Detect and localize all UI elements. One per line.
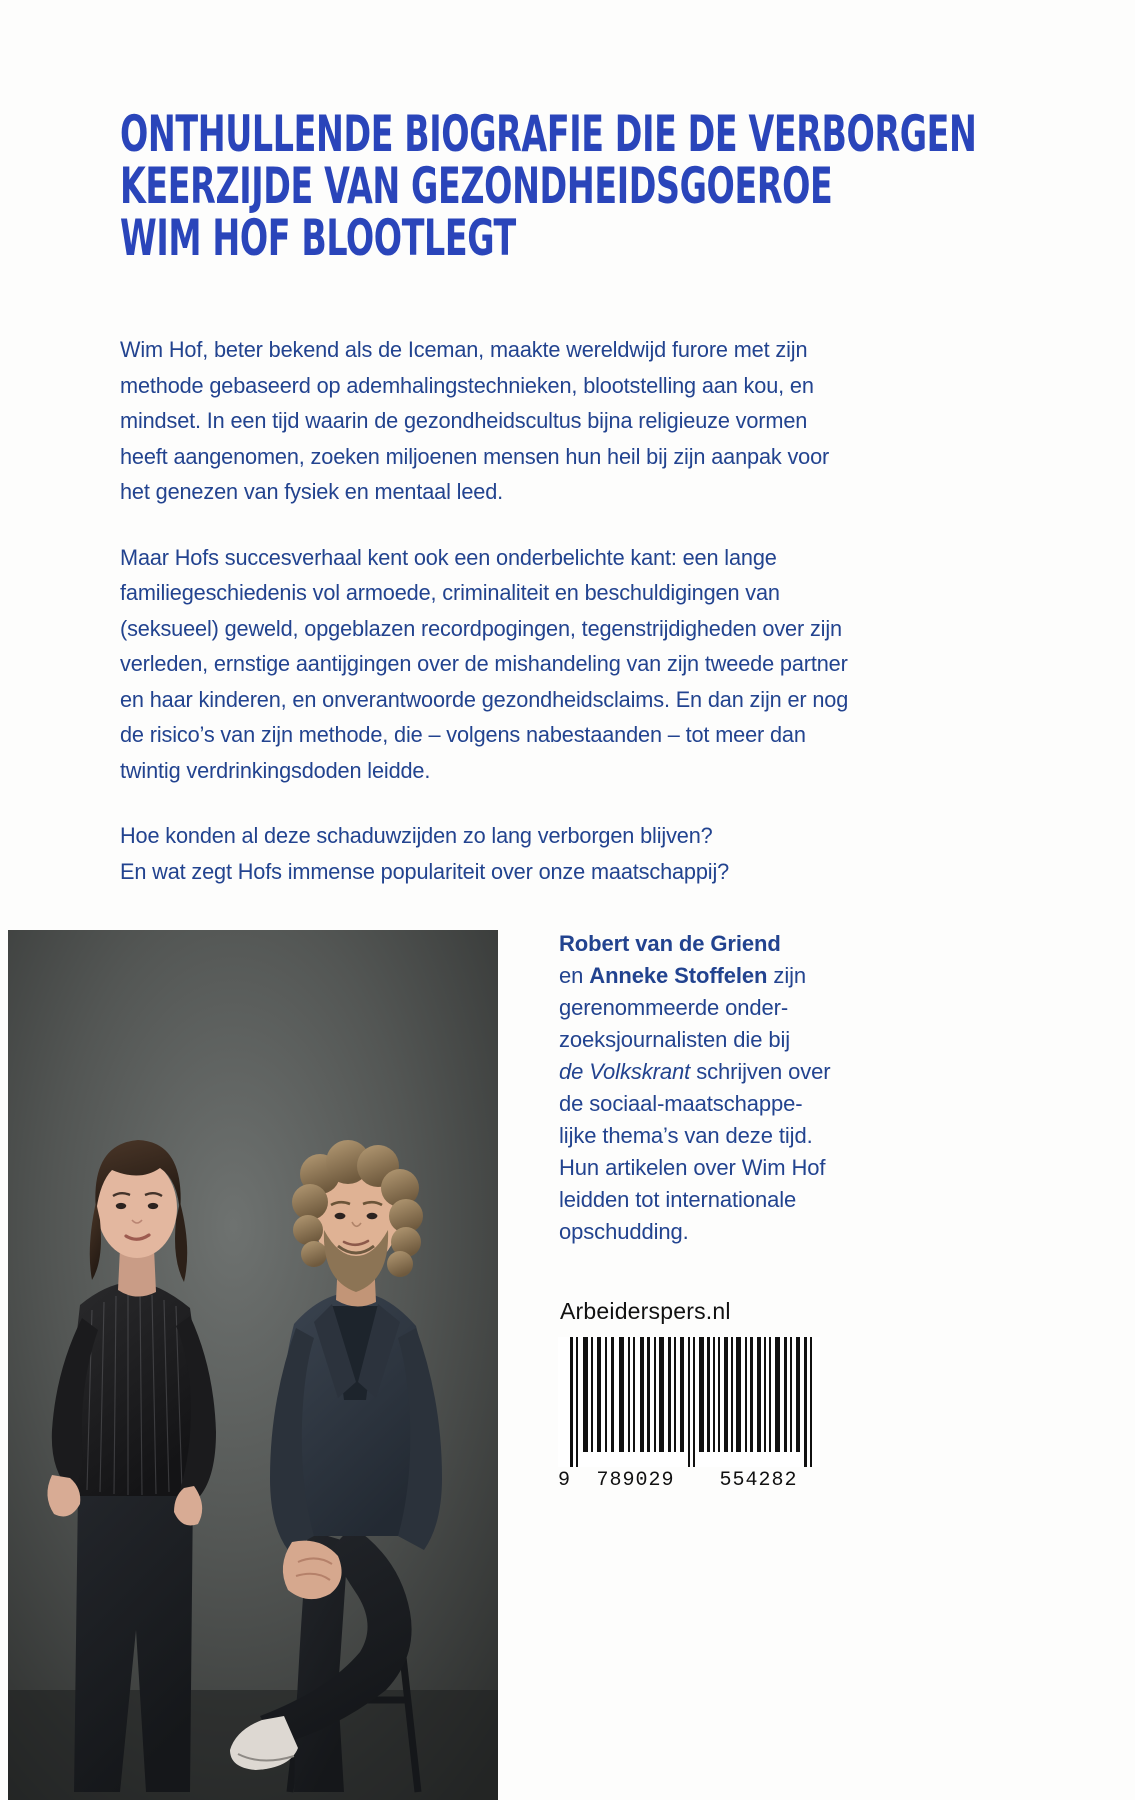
bio-line-3: gerenommeerde onder- bbox=[559, 995, 789, 1020]
barcode-lead-digit: 9 bbox=[558, 1469, 572, 1492]
blurb-paragraph-1: Wim Hof, beter bekend als de Iceman, maakte wereldwijd furore met zijn methode gebaseerd op ademhalingstechnieken, blootstelling aan kou, en mindset. In een tijd waarin de gezondheidscultus bijna religieuze vormen heeft aangenomen, zoeken miljoenen mensen hun heil bij zijn aanpak voor het genezen van fysiek en mentaal leed. bbox=[120, 337, 830, 504]
publication-name: de Volkskrant bbox=[559, 1059, 691, 1084]
isbn-barcode bbox=[558, 1337, 820, 1492]
bio-line-2 bbox=[559, 960, 859, 992]
page-title bbox=[120, 105, 977, 267]
bio-line-10: opschudding. bbox=[559, 1219, 689, 1244]
bio-line-8: Hun artikelen over Wim Hof bbox=[559, 1155, 826, 1180]
bio-line-7: lijke thema’s van deze tijd. bbox=[559, 1123, 813, 1148]
barcode-bars bbox=[558, 1337, 820, 1467]
bio-line-6: de sociaal-maatschappe- bbox=[559, 1091, 803, 1116]
publisher-website[interactable]: Arbeiderspers.nl bbox=[560, 1298, 731, 1324]
blurb-question-2: En wat zegt Hofs immense populariteit over onze maatschappij? bbox=[120, 858, 730, 884]
bio-line-4: zoeksjournalisten die bij bbox=[559, 1027, 791, 1052]
headline-line-1: ONTHULLENDE BIOGRAFIE DIE DE VERBORGEN bbox=[120, 105, 977, 163]
bio-line-5 bbox=[559, 1056, 859, 1088]
author-name-secondary: Anneke Stoffelen bbox=[589, 963, 768, 988]
bio-line-2-prefix: en bbox=[559, 963, 590, 988]
barcode-right-group: 554282 bbox=[719, 1469, 798, 1492]
blurb-paragraph-3 bbox=[120, 818, 853, 889]
headline-line-2: KEERZIJDE VAN GEZONDHEIDSGOEROE bbox=[120, 157, 833, 215]
bio-line-1 bbox=[559, 928, 859, 960]
blurb-question-1: Hoe konden al deze schaduwzijden zo lang verborgen blijven? bbox=[120, 823, 713, 848]
blurb-text bbox=[120, 332, 880, 889]
bio-line-2-suffix: zijn bbox=[767, 963, 807, 988]
bio-line-5-suffix: schrijven over bbox=[690, 1059, 831, 1084]
headline-line-3: WIM HOF BLOOTLEGT bbox=[120, 209, 516, 267]
blurb-paragraph-2: Maar Hofs succesverhaal kent ook een onderbelichte kant: een lange familiegeschiedenis vol armoede, criminaliteit en beschuldigingen van (seksueel) geweld, opgeblazen recordpogingen, tegenstrijdigheden over zijn verleden, ernstige aantijgingen over de mishandeling van zijn tweede partner en haar kinderen, en onverantwoorde gezondheidsclaims. En dan zijn er nog de risico’s van zijn methode, die – volgens nabestaanden – tot meer dan twintig verdrinkingsdoden leidde. bbox=[120, 544, 849, 783]
barcode-digits bbox=[558, 1469, 820, 1492]
author-name-primary: Robert van de Griend bbox=[559, 931, 781, 956]
author-bio bbox=[559, 928, 859, 1248]
bio-line-9: leidden tot internationale bbox=[559, 1187, 797, 1212]
author-photo bbox=[8, 930, 498, 1800]
barcode-left-group: 789029 bbox=[596, 1469, 675, 1492]
